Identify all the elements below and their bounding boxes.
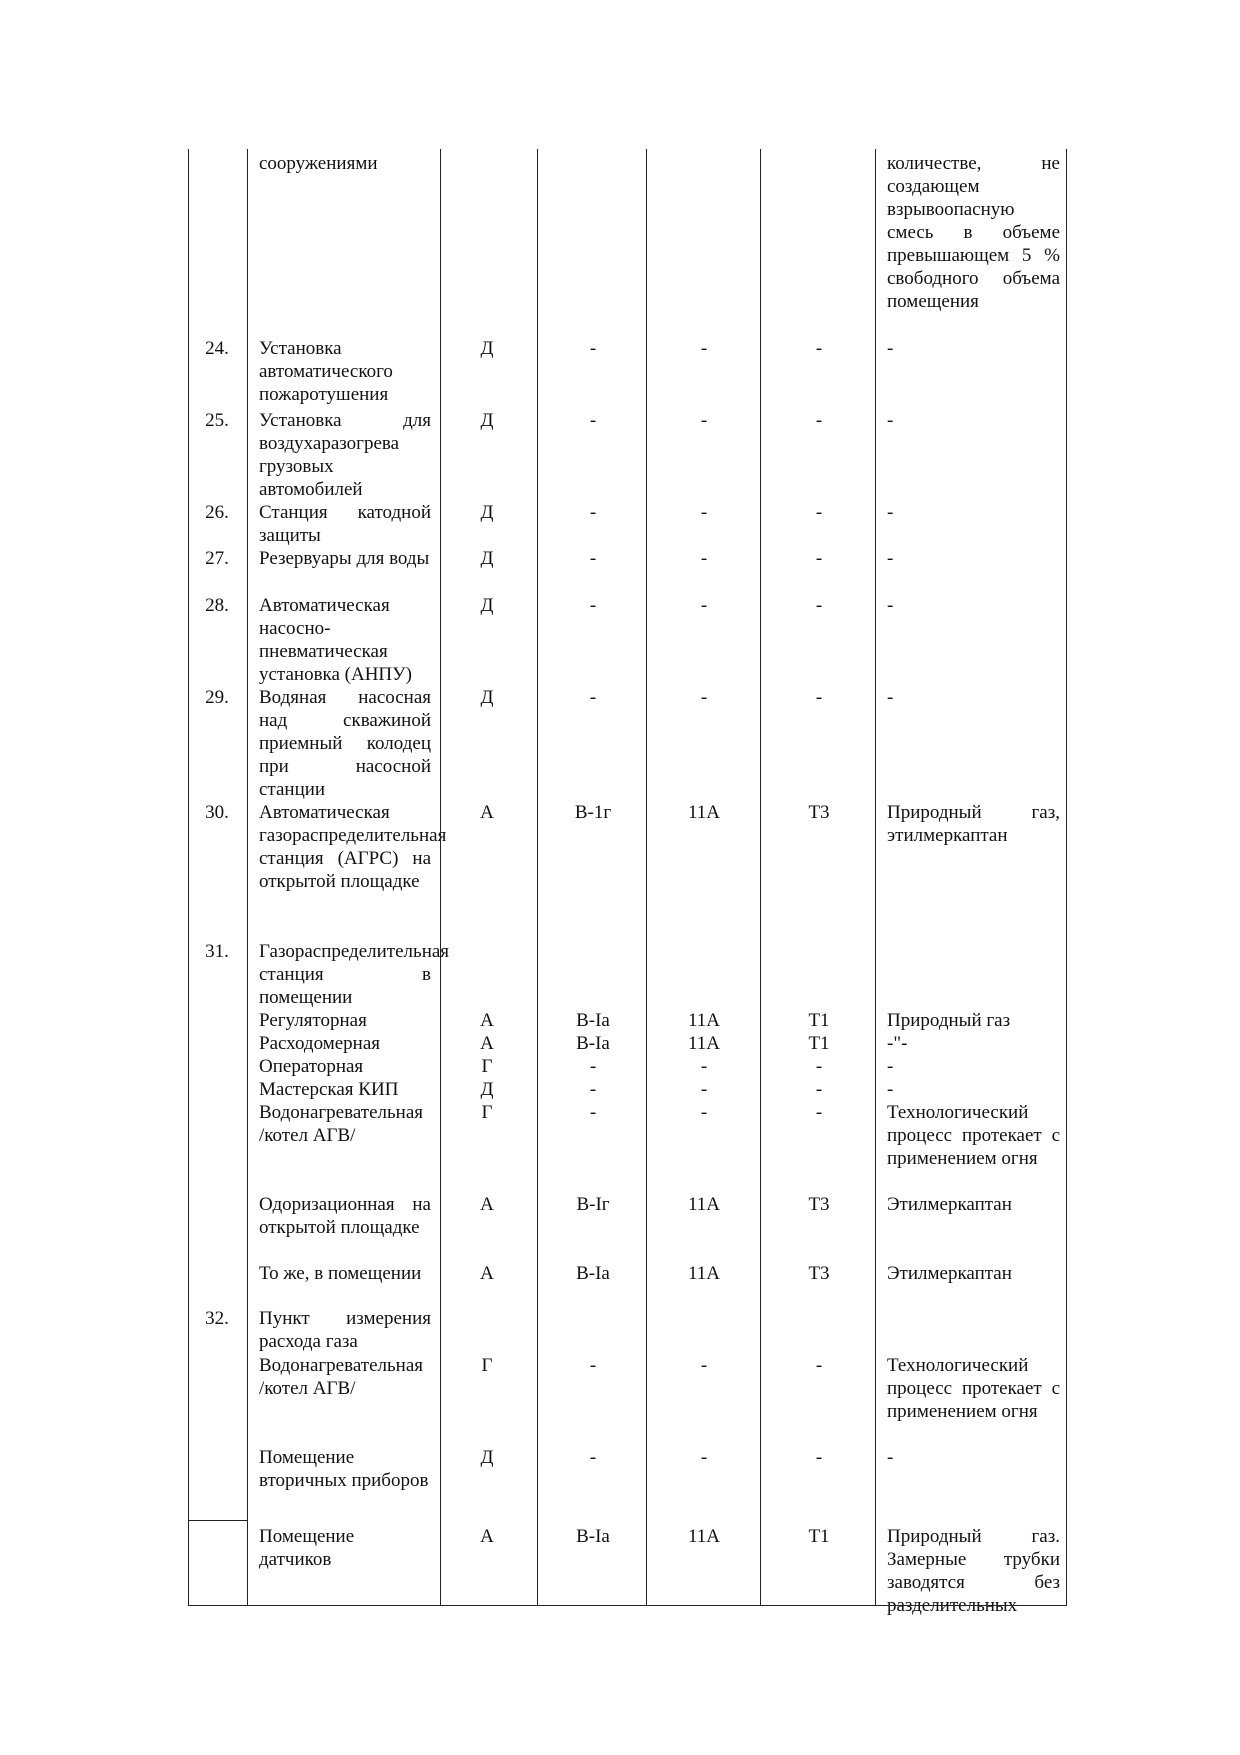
table-rule-vertical <box>247 149 248 1605</box>
cell-cat: А <box>480 1033 494 1054</box>
cell-name: То же, в помещении <box>259 1263 422 1284</box>
cell-tclass: - <box>815 1079 823 1100</box>
cell-name: Водяная насосная над скважиной приемный колодец при насосной станции <box>259 687 431 800</box>
cell-zone: - <box>589 548 597 569</box>
cell-group: - <box>700 1056 708 1077</box>
cell-tclass: Т1 <box>808 1033 830 1054</box>
cell-name: Операторная <box>259 1056 364 1077</box>
cell-name: Резервуары для воды <box>259 548 430 569</box>
cell-tclass: - <box>815 595 823 616</box>
table-rule-vertical <box>760 149 761 1605</box>
cell-note: Технологический процесс протекает с применением огня <box>887 1102 1060 1169</box>
table-rule-vertical <box>646 149 647 1605</box>
cell-zone: - <box>589 1102 597 1123</box>
cell-note: Технологический процесс протекает с применением огня <box>887 1355 1060 1422</box>
cell-zone: - <box>589 1079 597 1100</box>
cell-group: - <box>700 548 708 569</box>
cell-cat: Г <box>481 1355 493 1376</box>
cell-zone: - <box>589 502 597 523</box>
cell-note: - <box>887 338 894 359</box>
cell-num: 29. <box>205 687 229 708</box>
cell-zone: В-Iа <box>576 1033 610 1054</box>
cell-group: - <box>700 1447 708 1468</box>
cell-tclass: Т3 <box>808 1194 830 1215</box>
cell-cat: Д <box>480 595 494 616</box>
cell-cat: Г <box>481 1056 493 1077</box>
cell-note: Природный газ <box>887 1010 1011 1031</box>
cell-cat: А <box>480 1526 494 1547</box>
cell-tclass: - <box>815 502 823 523</box>
cell-num: 32. <box>205 1308 229 1329</box>
cell-zone: В-Iа <box>576 1263 610 1284</box>
table-rule-horizontal <box>188 1520 247 1521</box>
cell-group: - <box>700 1102 708 1123</box>
table-rule-vertical <box>188 149 189 1605</box>
cell-note: -"- <box>887 1033 908 1054</box>
cell-zone: - <box>589 1056 597 1077</box>
cell-group: - <box>700 338 708 359</box>
cell-zone: - <box>589 687 597 708</box>
cell-name: Установка автоматического пожаротушения <box>259 338 393 405</box>
cell-cat: А <box>480 1263 494 1284</box>
cell-name: Одоризационная на открытой площадке <box>259 1194 431 1238</box>
cell-note: Природный газ. Замерные трубки заводятся без разделительных <box>887 1526 1060 1616</box>
cell-note: - <box>887 1447 894 1468</box>
cell-tclass: - <box>815 1102 823 1123</box>
cell-note: - <box>887 1079 894 1100</box>
cell-name: Водонагревательная /котел АГВ/ <box>259 1102 424 1146</box>
cell-tclass: - <box>815 548 823 569</box>
cell-name: Станция катодной защиты <box>259 502 431 546</box>
cell-zone: - <box>589 1447 597 1468</box>
cell-name: Водонагревательная /котел АГВ/ <box>259 1355 424 1399</box>
table-rule-vertical <box>537 149 538 1605</box>
cell-group: - <box>700 410 708 431</box>
cell-tclass: - <box>815 338 823 359</box>
cell-name: Расходомерная <box>259 1033 381 1054</box>
cell-cat: А <box>480 802 494 823</box>
cell-num: 26. <box>205 502 229 523</box>
cell-note: Этилмеркаптан <box>887 1194 1012 1215</box>
cell-num: 30. <box>205 802 229 823</box>
cell-zone: - <box>589 410 597 431</box>
cell-zone: - <box>589 338 597 359</box>
cell-name: Помещение вторичных приборов <box>259 1447 429 1491</box>
cell-tclass: Т3 <box>808 1263 830 1284</box>
cell-cat: Д <box>480 548 494 569</box>
table-bottom-border <box>188 1605 1067 1606</box>
cell-group: 11А <box>687 1010 721 1031</box>
cell-cat: Г <box>481 1102 493 1123</box>
cell-tclass: Т1 <box>808 1010 830 1031</box>
cell-name: сооружениями <box>259 153 378 174</box>
cell-cat: Д <box>480 687 494 708</box>
cell-note: - <box>887 595 894 616</box>
cell-note: Этилмеркаптан <box>887 1263 1012 1284</box>
cell-group: 11А <box>687 1263 721 1284</box>
cell-cat: Д <box>480 1447 494 1468</box>
cell-tclass: Т3 <box>808 802 830 823</box>
cell-cat: Д <box>480 502 494 523</box>
cell-name: Помещение датчиков <box>259 1526 355 1570</box>
cell-name: Автоматическая газораспределительная станция (АГРС) на открытой площадке <box>259 802 447 892</box>
cell-note: Природный газ, этилмеркаптан <box>887 802 1060 846</box>
cell-note: - <box>887 1056 894 1077</box>
table-rule-vertical <box>440 149 441 1605</box>
cell-name: Мастерская КИП <box>259 1079 399 1100</box>
cell-name: Пункт измерения расхода газа <box>259 1308 431 1352</box>
cell-num: 27. <box>205 548 229 569</box>
cell-tclass: - <box>815 1355 823 1376</box>
cell-group: 11А <box>687 1033 721 1054</box>
cell-name: Газораспределительная станция в помещении <box>259 941 450 1008</box>
cell-num: 25. <box>205 410 229 431</box>
cell-group: - <box>700 595 708 616</box>
table-rule-vertical <box>875 149 876 1605</box>
cell-zone: В-1г <box>574 802 612 823</box>
cell-tclass: - <box>815 1447 823 1468</box>
cell-zone: В-Iа <box>576 1526 610 1547</box>
cell-zone: В-Iа <box>576 1010 610 1031</box>
cell-tclass: - <box>815 410 823 431</box>
cell-name: Автоматическая насосно-пневматическая установка (АНПУ) <box>259 595 412 685</box>
cell-cat: Д <box>480 410 494 431</box>
cell-tclass: - <box>815 1056 823 1077</box>
cell-cat: А <box>480 1194 494 1215</box>
cell-note: - <box>887 548 894 569</box>
cell-note: - <box>887 410 894 431</box>
cell-group: 11А <box>687 802 721 823</box>
cell-name: Регуляторная <box>259 1010 367 1031</box>
cell-num: 31. <box>205 941 229 962</box>
cell-cat: А <box>480 1010 494 1031</box>
cell-name: Установка для воздухаразогрева грузовых автомобилей <box>259 410 431 500</box>
cell-group: - <box>700 1079 708 1100</box>
cell-group: - <box>700 687 708 708</box>
cell-group: - <box>700 1355 708 1376</box>
cell-group: - <box>700 502 708 523</box>
cell-num: 24. <box>205 338 229 359</box>
cell-num: 28. <box>205 595 229 616</box>
cell-zone: - <box>589 1355 597 1376</box>
cell-zone: В-Iг <box>576 1194 610 1215</box>
cell-note: - <box>887 502 894 523</box>
cell-zone: - <box>589 595 597 616</box>
cell-note: количестве, не создающем взрывоопасную смесь в объеме превышающем 5 % свободного объема помещения <box>887 153 1060 312</box>
cell-group: 11А <box>687 1526 721 1547</box>
cell-tclass: Т1 <box>808 1526 830 1547</box>
cell-tclass: - <box>815 687 823 708</box>
cell-cat: Д <box>480 338 494 359</box>
cell-cat: Д <box>480 1079 494 1100</box>
cell-group: 11А <box>687 1194 721 1215</box>
table-rule-vertical <box>1066 149 1067 1605</box>
cell-note: - <box>887 687 894 708</box>
